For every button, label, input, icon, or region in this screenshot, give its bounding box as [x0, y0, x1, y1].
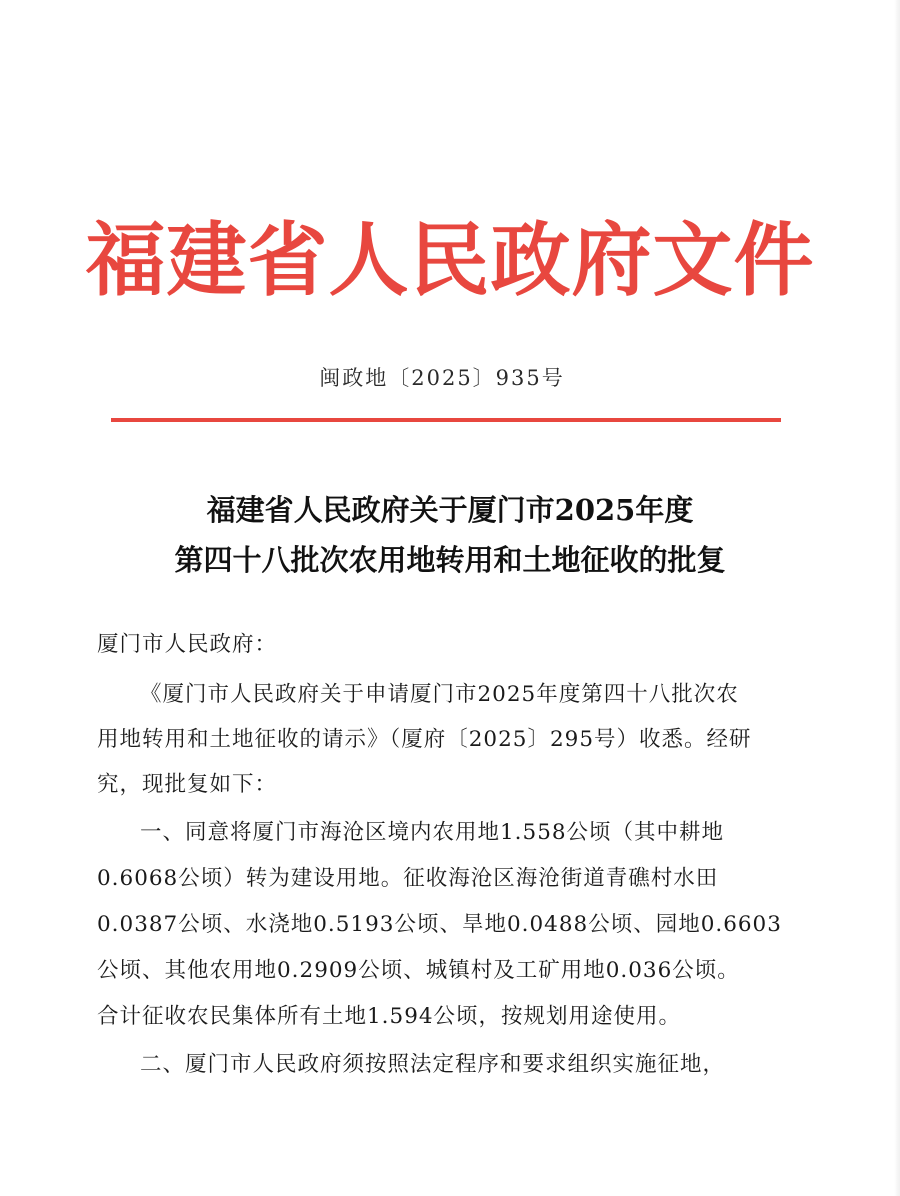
title-line: 福建省人民政府关于厦门市2025年度 — [206, 493, 694, 527]
paragraph-line: 合计征收农民集体所有土地1.594公顷，按规划用途使用。 — [97, 1004, 682, 1029]
paragraph-line: 一、同意将厦门市海沧区境内农用地1.558公顷（其中耕地 — [140, 820, 725, 845]
paragraph-line: 用地转用和土地征收的请示》（厦府〔2025〕295号）收悉。经研 — [97, 727, 752, 752]
paragraph-line: 《厦门市人民政府关于申请厦门市2025年度第四十八批次农 — [140, 682, 739, 707]
red-separator-rule — [111, 418, 781, 422]
document-number: 闽政地〔2025〕935号 — [319, 366, 565, 390]
paragraph-line: 二、厦门市人民政府须按照法定程序和要求组织实施征地， — [140, 1052, 726, 1077]
paragraph-line: 公顷、其他农用地0.2909公顷、城镇村及工矿用地0.036公顷。 — [97, 958, 740, 983]
document-title — [0, 485, 900, 585]
title-line: 第四十八批次农用地转用和土地征收的批复 — [174, 543, 726, 577]
document-masthead: 福建省人民政府文件 — [85, 213, 815, 307]
salutation: 厦门市人民政府： — [97, 632, 278, 657]
page-edge-shadow — [894, 0, 900, 1196]
paragraph-line: 0.6068公顷）转为建设用地。征收海沧区海沧街道青礁村水田 — [97, 866, 719, 891]
paragraph-line: 究，现批复如下： — [97, 772, 278, 797]
paragraph-line: 0.0387公顷、水浇地0.5193公顷、旱地0.0488公顷、园地0.6603 — [97, 912, 782, 937]
